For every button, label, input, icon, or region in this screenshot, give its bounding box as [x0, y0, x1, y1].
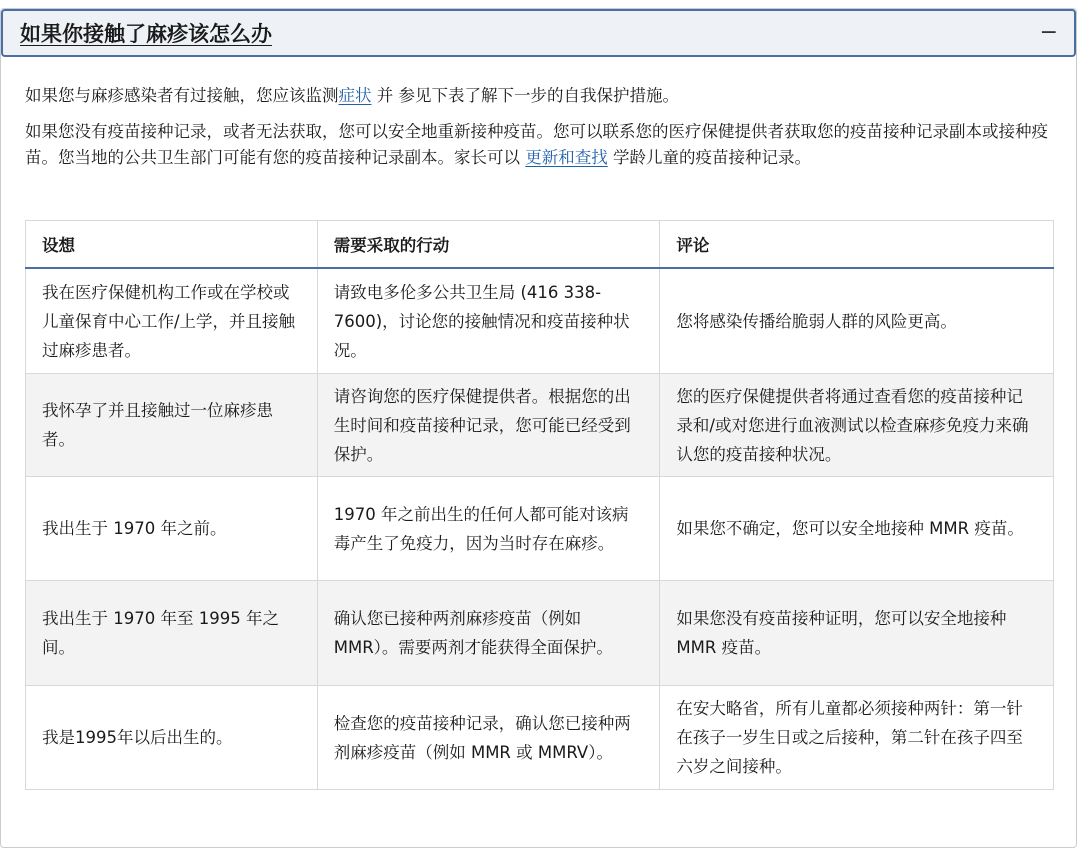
table-cell: 在安大略省，所有儿童都必须接种两针：第一针在孩子一岁生日或之后接种，第二针在孩子四至六岁之间接种。 [660, 686, 1054, 790]
table-cell: 1970 年之前出生的任何人都可能对该病毒产生了免疫力，因为当时存在麻疹。 [317, 477, 660, 581]
table-header-row [26, 221, 1054, 269]
table-cell: 如果您不确定，您可以安全地接种 MMR 疫苗。 [660, 477, 1054, 581]
table-row [26, 374, 1054, 477]
table-cell: 请咨询您的医疗保健提供者。根据您的出生时间和疫苗接种记录，您可能已经受到保护。 [317, 374, 660, 477]
intro-paragraph-2 [25, 119, 1055, 171]
accordion-header[interactable] [1, 9, 1076, 57]
table-cell: 请致电多伦多公共卫生局 (416 338-7600)，讨论您的接触情况和疫苗接种状况。 [317, 268, 660, 374]
intro-text: 如果您与麻疹感染者有过接触，您应该监测 [25, 86, 339, 105]
table-cell: 我怀孕了并且接触过一位麻疹患者。 [26, 374, 318, 477]
intro-text: 学龄儿童的疫苗接种记录。 [607, 148, 811, 167]
intro-paragraph-1 [25, 83, 1055, 109]
column-header-comments: 评论 [660, 221, 1054, 269]
table-cell: 您将感染传播给脆弱人群的风险更高。 [660, 268, 1054, 374]
table-row [26, 686, 1054, 790]
intro-text: 并 参见下表了解下一步的自我保护措施。 [371, 86, 679, 105]
table-row [26, 268, 1054, 374]
measles-exposure-accordion [0, 8, 1077, 848]
accordion-body [25, 83, 1055, 776]
table-row [26, 581, 1054, 686]
table-cell: 检查您的疫苗接种记录，确认您已接种两剂麻疹疫苗（例如 MMR 或 MMRV）。 [317, 686, 660, 790]
update-records-link[interactable]: 更新和查找 [525, 148, 608, 167]
exposure-scenarios-table [25, 220, 1054, 790]
intro-text: 如果您没有疫苗接种记录，或者无法获取，您可以安全地重新接种疫苗。您可以联系您的医疗保健提供者获取您的疫苗接种记录副本或接种疫苗。您当地的公共卫生部门可能有您的疫苗接种记录副本。家长可以 [25, 122, 1048, 167]
column-header-action: 需要采取的行动 [317, 221, 660, 269]
table-cell: 如果您没有疫苗接种证明，您可以安全地接种 MMR 疫苗。 [660, 581, 1054, 686]
accordion-title[interactable]: 如果你接触了麻疹该怎么办 [20, 22, 272, 46]
table-cell: 确认您已接种两剂麻疹疫苗（例如 MMR）。需要两剂才能获得全面保护。 [317, 581, 660, 686]
table-cell: 我在医疗保健机构工作或在学校或儿童保育中心工作/上学，并且接触过麻疹患者。 [26, 268, 318, 374]
table-cell: 我出生于 1970 年至 1995 年之间。 [26, 581, 318, 686]
table-row [26, 477, 1054, 581]
table-cell: 我出生于 1970 年之前。 [26, 477, 318, 581]
symptoms-link[interactable]: 症状 [338, 86, 372, 105]
table-cell: 您的医疗保健提供者将通过查看您的疫苗接种记录和/或对您进行血液测试以检查麻疹免疫力来确认您的疫苗接种状况。 [660, 374, 1054, 477]
table-cell: 我是1995年以后出生的。 [26, 686, 318, 790]
column-header-scenario: 设想 [26, 221, 318, 269]
collapse-icon[interactable]: − [1039, 20, 1058, 45]
